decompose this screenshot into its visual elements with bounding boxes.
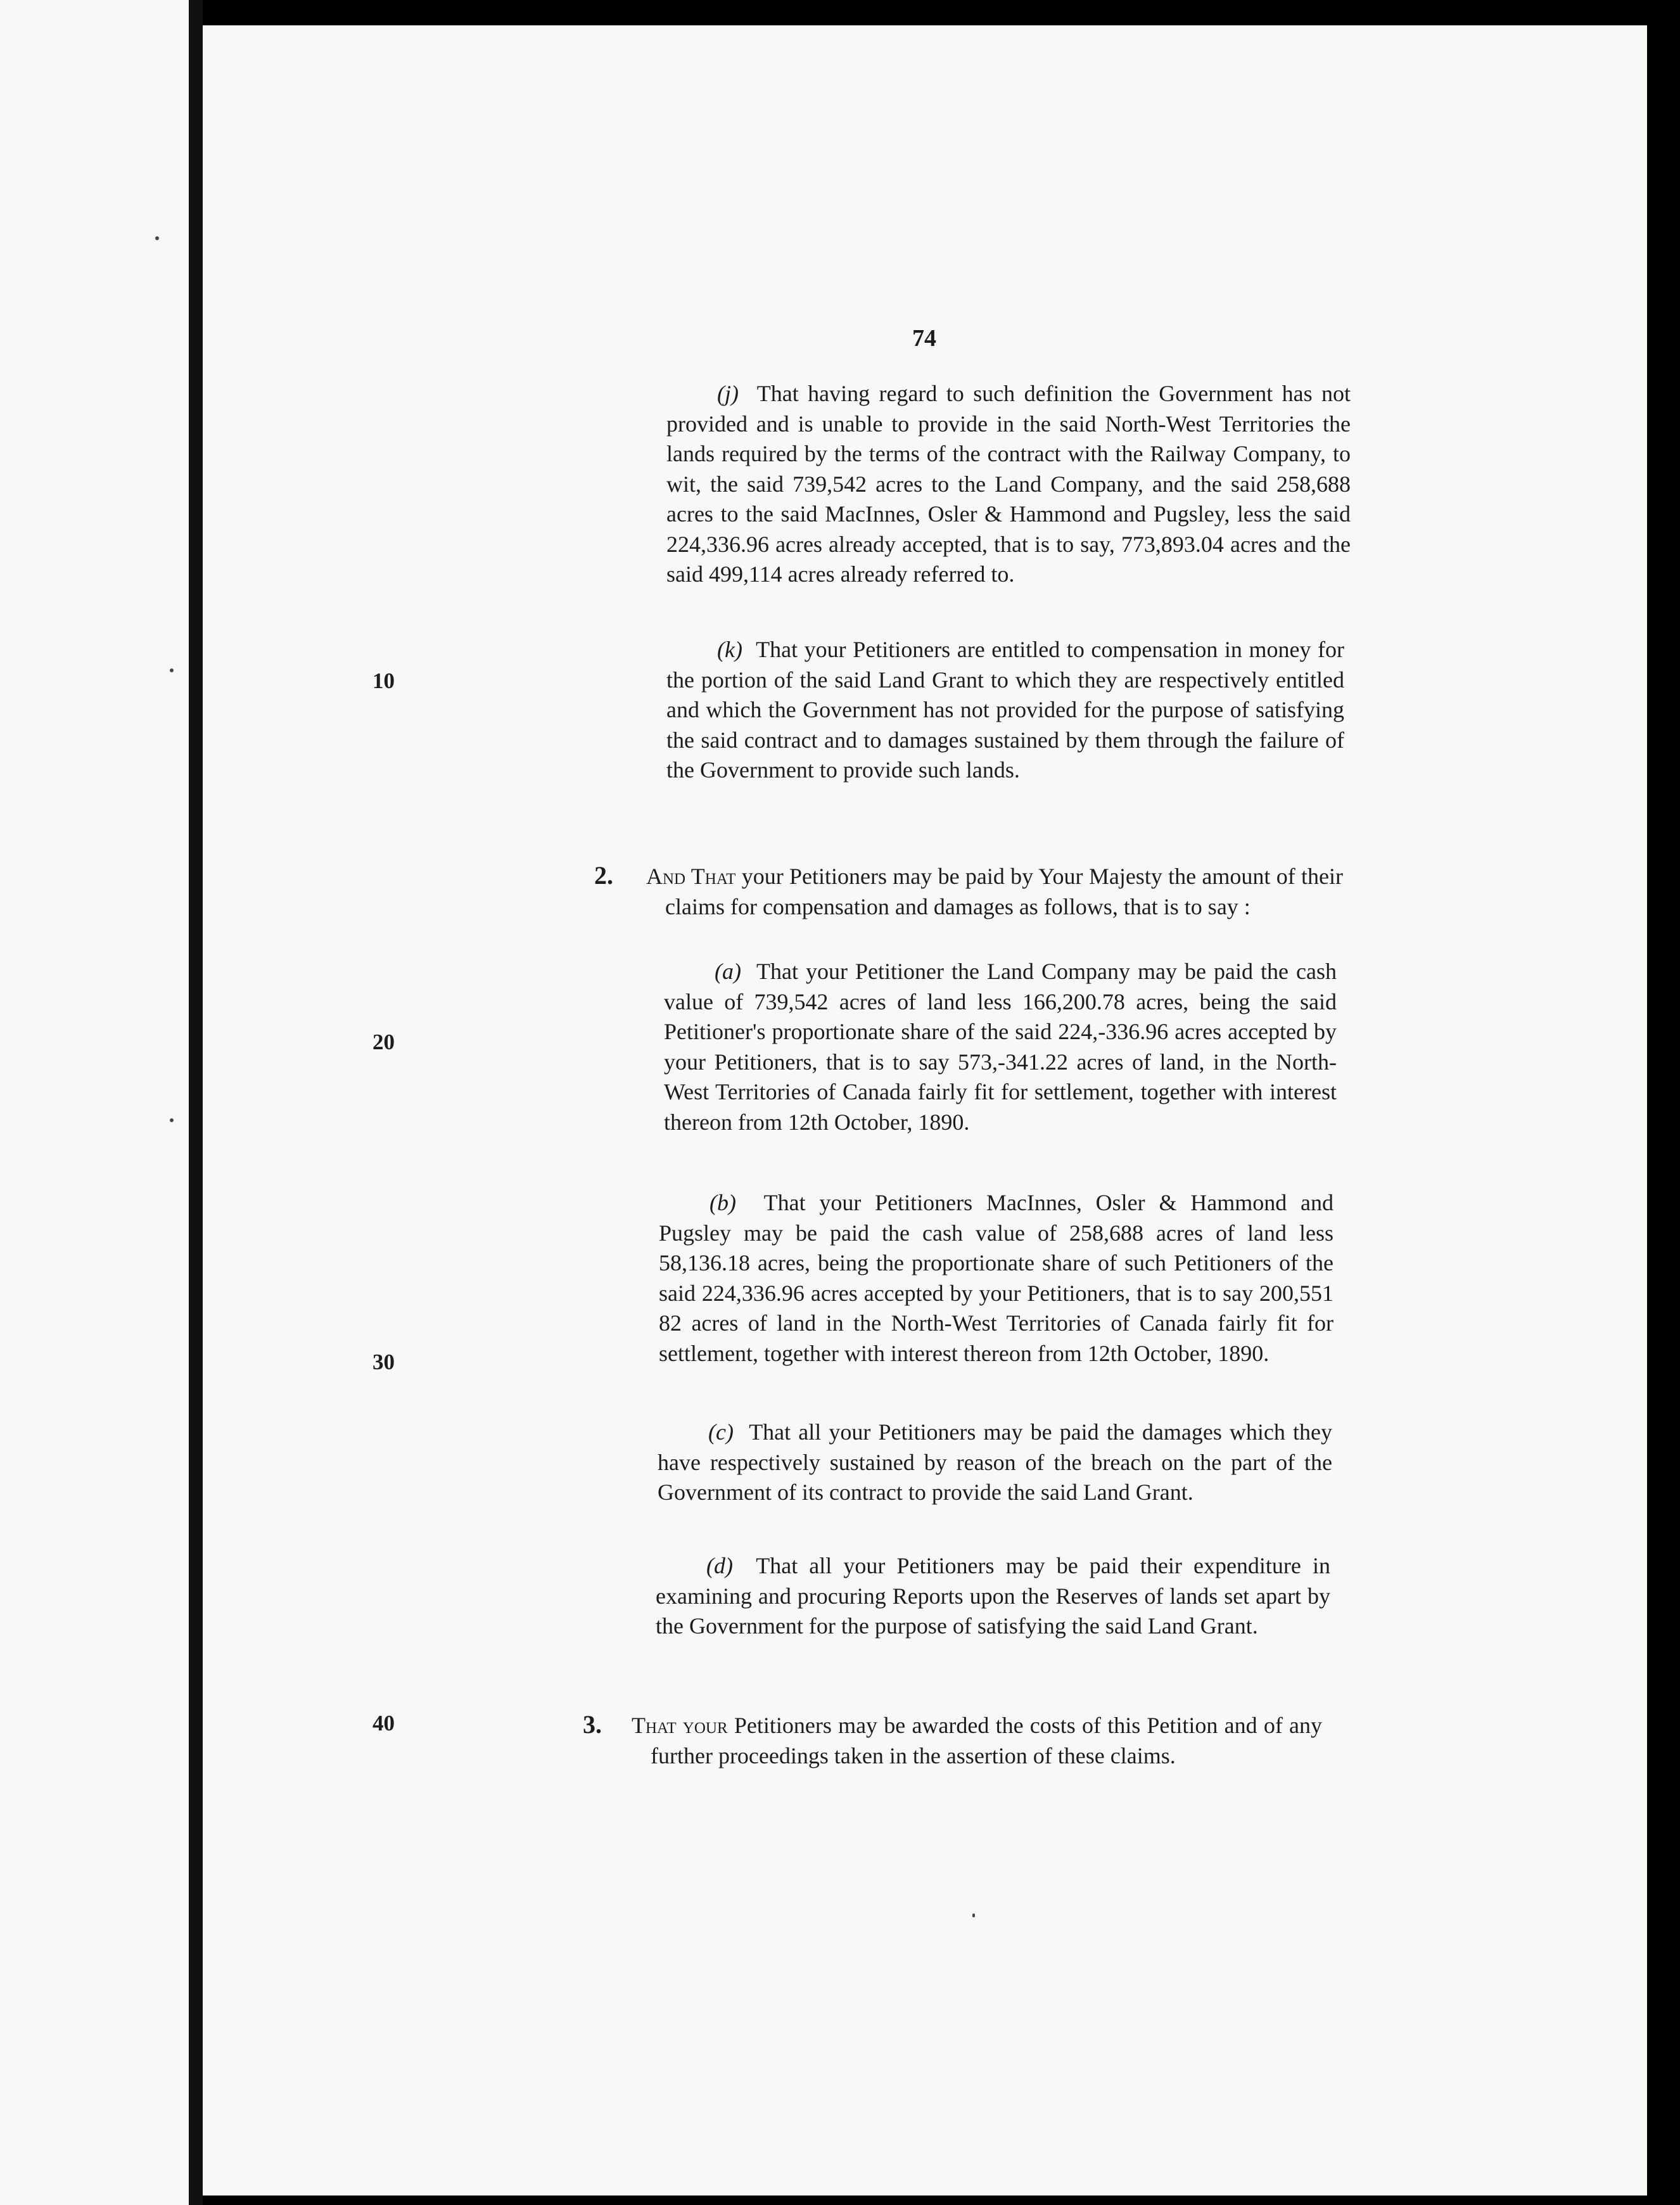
- paragraph-a: [664, 957, 1337, 1137]
- margin-line-number: 20: [372, 1030, 395, 1054]
- paragraph-text: That all your Petitioners may be paid their expenditure in examining and procuring Reports upon the Reserves of lands set apart by the Government for the purpose of satisfying the said Land Grant.: [656, 1553, 1331, 1639]
- paragraph-2: [646, 862, 1343, 922]
- paragraph-3: [632, 1711, 1323, 1771]
- paragraph-marker: (a): [715, 959, 741, 984]
- speck: [972, 1914, 975, 1917]
- paragraph-k: [666, 635, 1344, 786]
- page-number: 74: [912, 325, 936, 352]
- section-lead: That your: [632, 1713, 728, 1738]
- margin-line-number: 40: [372, 1711, 395, 1735]
- paragraph-marker: (d): [706, 1553, 733, 1578]
- margin-line-number: 30: [372, 1350, 395, 1374]
- facing-page-edge: [0, 0, 190, 2205]
- paragraph-text: That all your Petitioners may be paid the damages which they have respectively sustained by reason of the breach on the part of the Government of its contract to provide the said Land Grant.: [658, 1419, 1332, 1505]
- paragraph-c: [658, 1417, 1332, 1508]
- paragraph-b: [659, 1188, 1333, 1369]
- speck: [170, 668, 174, 672]
- paragraph-text: That your Petitioners MacInnes, Osler & Hammond and Pugsley may be paid the cash value of 258,688 acres of land less 58,136.18 acres, being the proportionate share of such Petitioners of the said 224,336.96 acres accepted by your Petitioners, that is to say 200,551 82 acres of land in the North-West Territories of Canada fairly fit for settlement, together with interest thereon from 12th October, 1890.: [659, 1190, 1334, 1366]
- margin-line-number: 10: [372, 668, 395, 693]
- paragraph-j: [666, 379, 1351, 590]
- binding-gutter: [189, 0, 203, 2205]
- speck: [170, 1118, 174, 1122]
- paragraph-text: your Petitioners may be paid by Your Majesty the amount of their claims for compensation and damages as follows, that is to say :: [665, 864, 1343, 919]
- speck: [155, 236, 159, 240]
- section-number-3: 3.: [583, 1710, 602, 1739]
- paragraph-text: That your Petitioners are entitled to compensation in money for the portion of the said Land Grant to which they are respectively entitled and which the Government has not provided for the purpose of satisfying the said contract and to damages sustained by them through the failure of the Government to provide such lands.: [666, 637, 1345, 783]
- paragraph-text: Petitioners may be awarded the costs of this Petition and of any further proceedings taken in the assertion of these claims.: [651, 1713, 1323, 1768]
- paragraph-marker: (c): [708, 1419, 734, 1445]
- paragraph-text: That having regard to such definition the Government has not provided and is unable to provide in the said North-West Territories the lands required by the terms of the contract with the Railway Company, to wit, the said 739,542 acres to the Land Company, and the said 258,688 acres to the said MacInnes, Osler & Hammond and Pugsley, less the said 224,336.96 acres already accepted, that is to say, 773,893.04 acres and the said 499,114 acres already referred to.: [666, 381, 1351, 587]
- paragraph-text: That your Petitioner the Land Company may be paid the cash value of 739,542 acres of land less 166,200.78 acres, being the said Petitioner's proportionate share of the said 224,-336.96 acres accepted by your Petitioners, that is to say 573,-341.22 acres of land, in the North-West Territories of Canada fairly fit for settlement, together with interest thereon from 12th October, 1890.: [664, 959, 1337, 1135]
- paragraph-marker: (k): [717, 637, 742, 662]
- section-number-2: 2.: [594, 861, 613, 890]
- paragraph-marker: (b): [710, 1190, 736, 1215]
- section-lead: And That: [646, 864, 736, 889]
- paragraph-marker: (j): [717, 381, 739, 406]
- paragraph-d: [656, 1551, 1330, 1642]
